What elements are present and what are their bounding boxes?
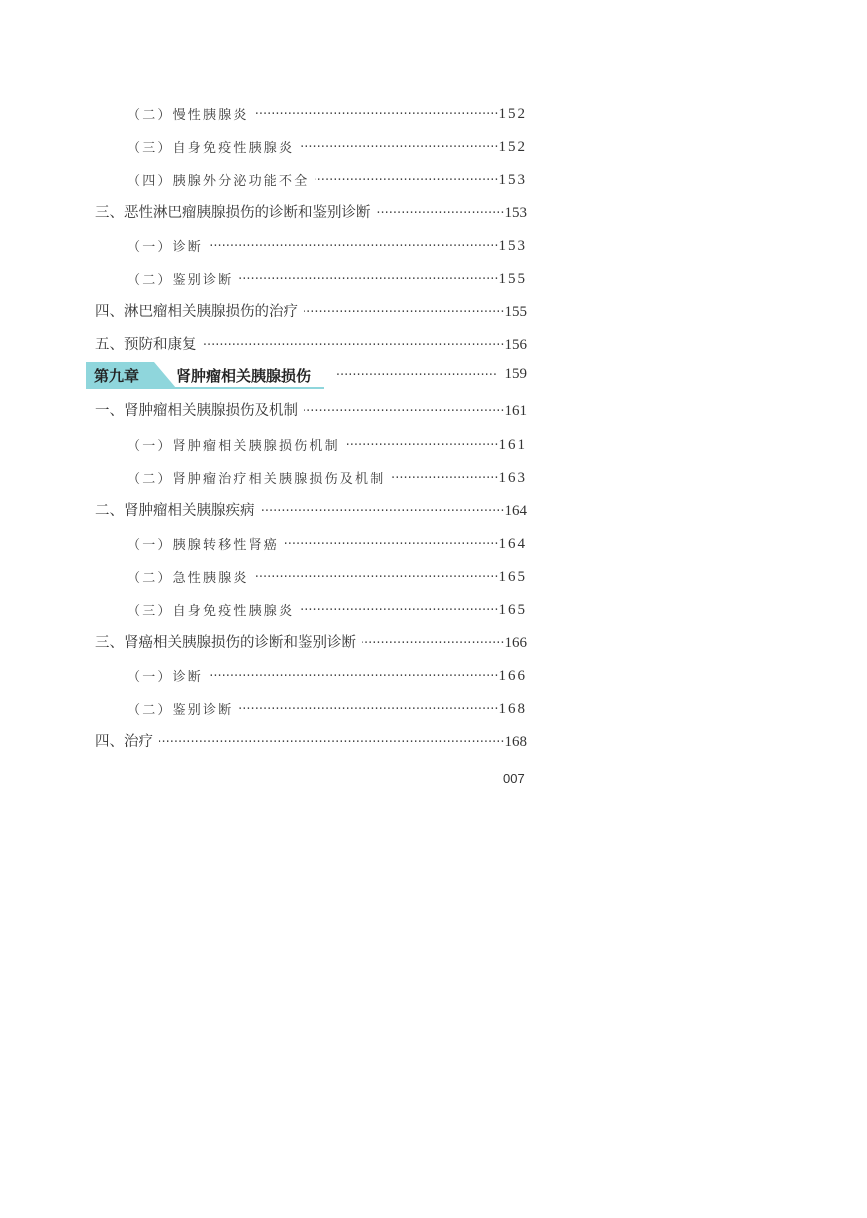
toc-entry[interactable]: [127, 430, 527, 454]
toc-entry[interactable]: [127, 99, 527, 123]
toc-entry[interactable]: [95, 396, 527, 420]
chapter-heading[interactable]: [86, 362, 527, 388]
leader-dots: [304, 303, 505, 321]
toc-entry-label: （三）自身免疫性胰腺炎: [127, 604, 295, 619]
toc-entry-page: 153: [498, 238, 527, 254]
toc-entry[interactable]: [127, 562, 527, 586]
toc-entry-label: （二）鉴别诊断: [127, 273, 234, 288]
leader-dots: [391, 469, 498, 487]
toc-entry[interactable]: [127, 694, 527, 718]
leader-dots: [346, 436, 499, 454]
leader-dots: [336, 366, 497, 384]
toc-entry-label: 四、淋巴瘤相关胰腺损伤的治疗: [95, 304, 298, 320]
toc-entry[interactable]: [127, 595, 527, 619]
toc-entry[interactable]: [95, 330, 527, 354]
toc-entry-page: 155: [504, 304, 527, 320]
leader-dots: [209, 237, 498, 255]
toc-entry-label: 四、治疗: [95, 734, 153, 750]
leader-dots: [377, 204, 505, 222]
leader-dots: [285, 535, 498, 553]
toc-entry[interactable]: [95, 297, 527, 321]
leader-dots: [261, 502, 505, 520]
toc-entry-label: 三、恶性淋巴瘤胰腺损伤的诊断和鉴别诊断: [95, 205, 371, 221]
toc-entry-page: 165: [498, 569, 527, 585]
toc-entry-page: 168: [504, 734, 527, 750]
leader-dots: [239, 700, 498, 718]
toc-entry-label: （二）急性胰腺炎: [127, 571, 249, 586]
toc-entry-label: （二）慢性胰腺炎: [127, 108, 249, 123]
page-number: 007: [503, 771, 525, 786]
toc-entry-page: 153: [498, 172, 527, 188]
leader-dots: [203, 336, 505, 354]
toc-entry-label: （一）诊断: [127, 240, 204, 255]
toc-entry-label: （一）诊断: [127, 670, 204, 685]
toc-entry-label: 三、肾癌相关胰腺损伤的诊断和鉴别诊断: [95, 635, 356, 651]
leader-dots: [255, 105, 499, 123]
toc-entry[interactable]: [95, 496, 527, 520]
leader-dots: [304, 402, 505, 420]
toc-entry-page: 166: [498, 668, 527, 684]
toc-entry-page: 165: [498, 602, 527, 618]
toc-entry-label: （三）自身免疫性胰腺炎: [127, 141, 295, 156]
leader-dots: [255, 568, 499, 586]
chapter-underline: [86, 387, 324, 389]
toc-entry[interactable]: [95, 198, 527, 222]
leader-dots: [209, 667, 498, 685]
toc-entry[interactable]: [127, 661, 527, 685]
chapter-number: 第九章: [94, 367, 140, 385]
toc-entry-page: 161: [504, 403, 527, 419]
toc-entry-label: （一）肾肿瘤相关胰腺损伤机制: [127, 439, 340, 454]
leader-dots: [300, 601, 498, 619]
toc-entry-page: 164: [504, 503, 527, 519]
toc-entry[interactable]: [127, 165, 527, 189]
chapter-page: 159: [504, 366, 527, 382]
toc-entry[interactable]: [127, 463, 527, 487]
toc-entry[interactable]: [95, 727, 527, 751]
leader-dots: [362, 634, 505, 652]
leader-dots: [159, 733, 505, 751]
toc-entry-page: 156: [504, 337, 527, 353]
toc-entry[interactable]: [127, 529, 527, 553]
toc-entry-page: 166: [504, 635, 527, 651]
leader-dots: [239, 270, 498, 288]
toc-entry-page: 155: [498, 271, 527, 287]
toc-entry[interactable]: [95, 628, 527, 652]
toc-entry-page: 163: [498, 470, 527, 486]
toc-entry-page: 164: [498, 536, 527, 552]
toc-entry[interactable]: [127, 264, 527, 288]
toc-entry-page: 161: [498, 437, 527, 453]
leader-dots: [315, 171, 498, 189]
toc-entry[interactable]: [127, 132, 527, 156]
toc-entry-page: 168: [498, 701, 527, 717]
toc-entry-label: （二）鉴别诊断: [127, 703, 234, 718]
toc-entry-page: 153: [504, 205, 527, 221]
toc-entry-label: 二、肾肿瘤相关胰腺疾病: [95, 503, 255, 519]
toc-entry[interactable]: [127, 231, 527, 255]
toc-entry-label: 一、肾肿瘤相关胰腺损伤及机制: [95, 403, 298, 419]
chapter-title: 肾肿瘤相关胰腺损伤: [176, 367, 312, 385]
toc-entry-label: （四）胰腺外分泌功能不全: [127, 174, 310, 189]
toc-entry-label: （一）胰腺转移性肾癌: [127, 538, 280, 553]
toc-entry-label: （二）肾肿瘤治疗相关胰腺损伤及机制: [127, 472, 386, 487]
toc-entry-label: 五、预防和康复: [95, 337, 197, 353]
toc-entry-page: 152: [498, 139, 527, 155]
leader-dots: [300, 138, 498, 156]
toc-entry-page: 152: [498, 106, 527, 122]
